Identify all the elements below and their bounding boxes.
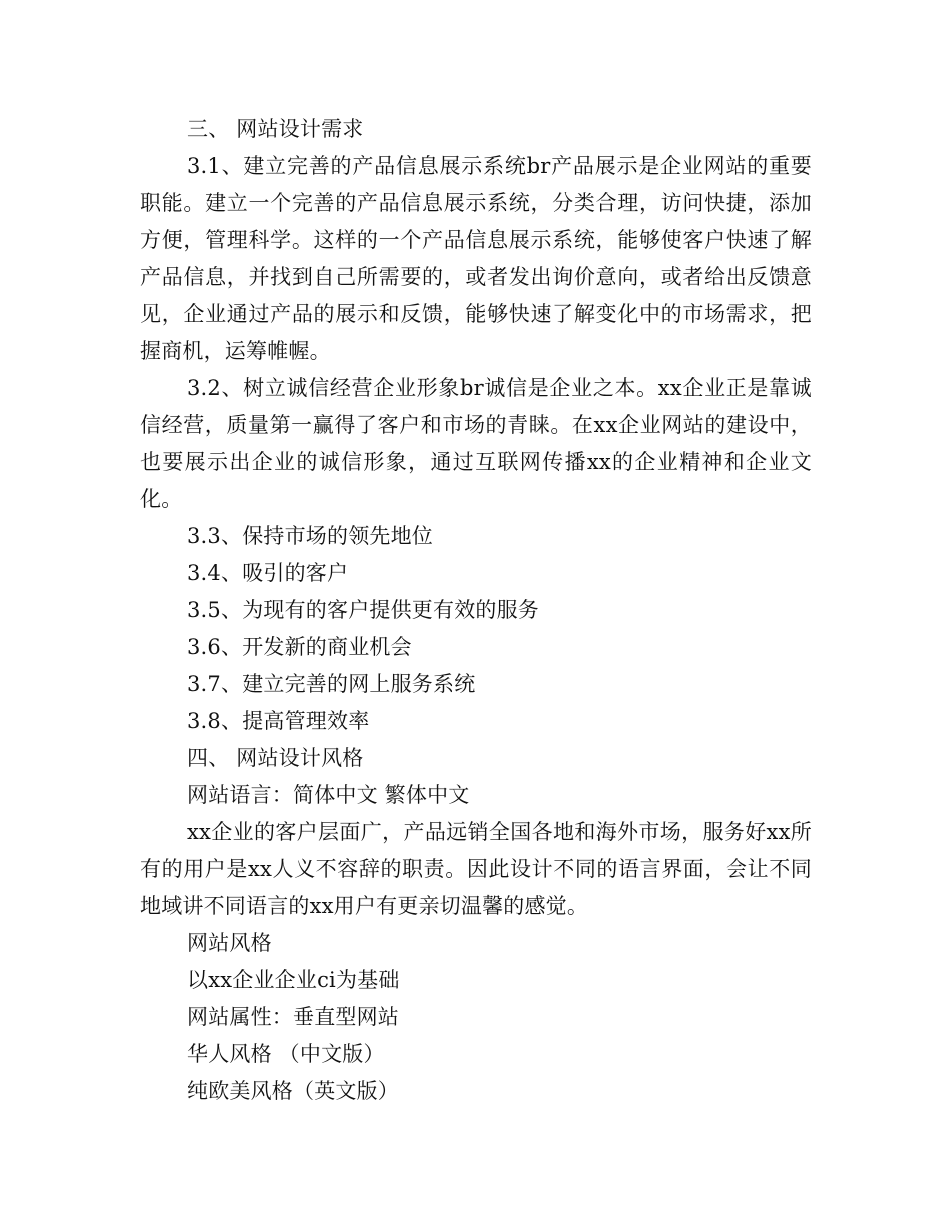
item-3-7: 3.7、建立完善的网上服务系统 (187, 672, 476, 696)
language-description: xx企业的客户层面广，产品远销全国各地和海外市场，服务好xx所有的用户是xx人义不容辞的职责。因此设计不同的语言界面，会让不同地域讲不同语言的xx用户有更亲切温馨的感觉。 (140, 820, 812, 918)
language-line: 网站语言：简体中文 繁体中文 (187, 783, 470, 807)
item-3-3: 3.3、保持市场的领先地位 (187, 524, 433, 548)
style-base: 以xx企业企业ci为基础 (187, 968, 400, 992)
section-heading-3: 三、 网站设计需求 (187, 117, 364, 141)
western-style: 纯欧美风格（英文版） (187, 1079, 399, 1103)
item-3-4: 3.4、吸引的客户 (187, 561, 349, 585)
document-body (140, 111, 812, 1110)
section-heading-4: 四、 网站设计风格 (187, 746, 364, 770)
site-attribute: 网站属性：垂直型网站 (187, 1005, 399, 1029)
item-3-5: 3.5、为现有的客户提供更有效的服务 (187, 598, 539, 622)
item-3-6: 3.6、开发新的商业机会 (187, 635, 412, 659)
paragraph-3-1: 3.1、建立完善的产品信息展示系统br产品展示是企业网站的重要职能。建立一个完善的产品信息展示系统，分类合理，访问快捷，添加方便，管理科学。这样的一个产品信息展示系统，能够使客户快速了解产品信息，并找到自己所需要的，或者发出询价意向，或者给出反馈意见，企业通过产品的展示和反馈，能够快速了解变化中的市场需求，把握商机，运筹帷幄。 (140, 154, 812, 363)
item-3-8: 3.8、提高管理效率 (187, 709, 370, 733)
chinese-style: 华人风格 （中文版） (187, 1042, 385, 1066)
paragraph-3-2: 3.2、树立诚信经营企业形象br诚信是企业之本。xx企业正是靠诚信经营，质量第一赢得了客户和市场的青睐。在xx企业网站的建设中，也要展示出企业的诚信形象，通过互联网传播xx的企业精神和企业文化。 (140, 376, 812, 511)
style-heading: 网站风格 (187, 931, 272, 955)
